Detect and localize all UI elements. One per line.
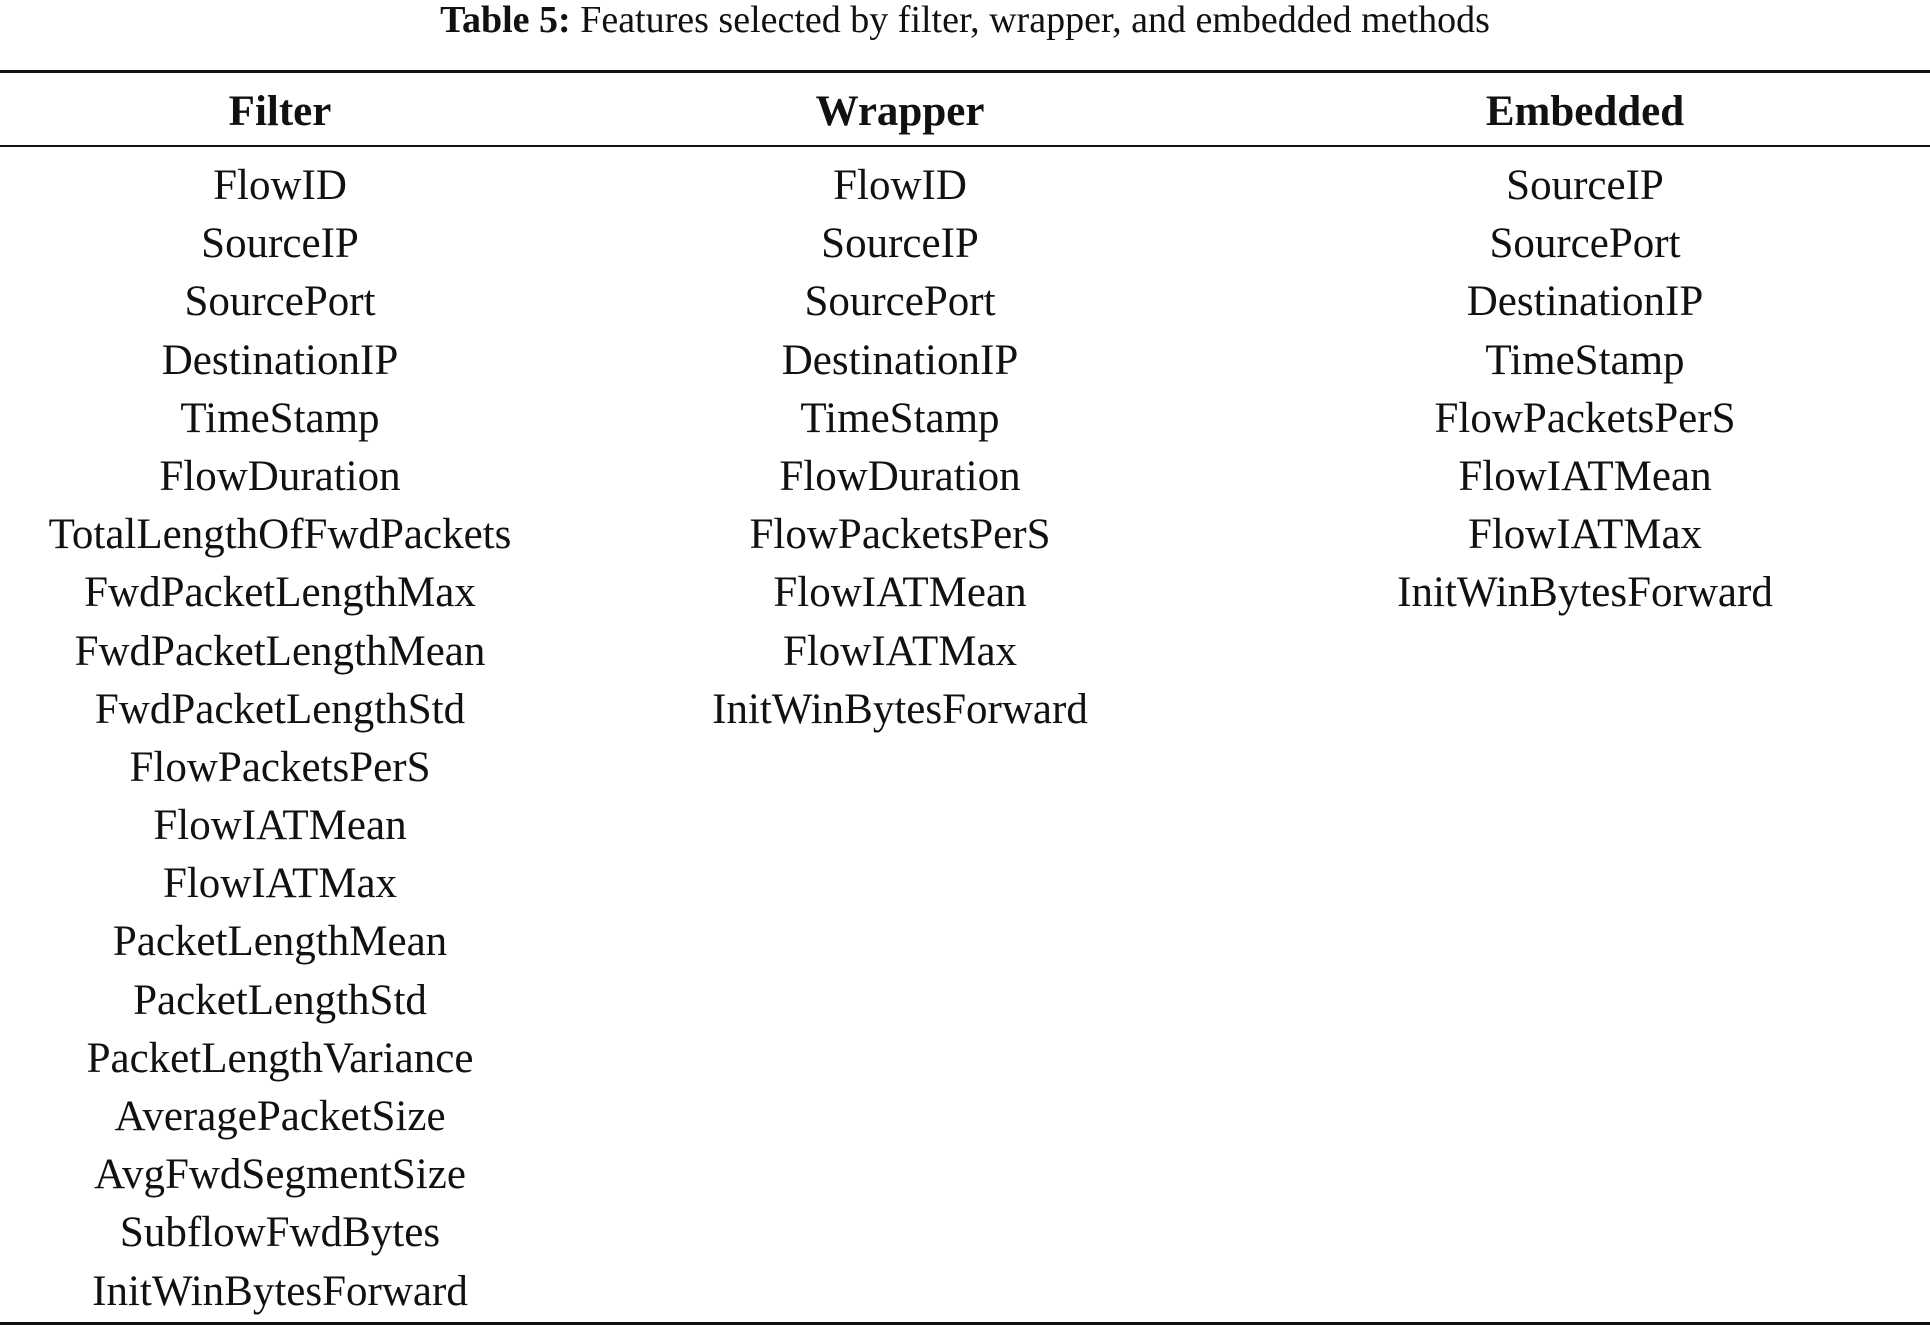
table-cell: DestinationIP xyxy=(161,336,399,384)
table-cell: DestinationIP xyxy=(1466,278,1704,326)
table-caption-text: Features selected by filter, wrapper, and embedded methods xyxy=(570,0,1490,41)
table-cell: FlowDuration xyxy=(159,452,401,500)
table-cell: AvgFwdSegmentSize xyxy=(94,1151,466,1199)
table-cell: InitWinBytesForward xyxy=(712,685,1088,733)
table-cell: SourceIP xyxy=(821,220,979,268)
table-cell: FlowIATMax xyxy=(1467,511,1703,559)
table-cell: DestinationIP xyxy=(781,336,1019,384)
table-cell: FlowID xyxy=(833,162,967,209)
table-bottom-rule xyxy=(0,1322,1930,1325)
table-cell: FwdPacketLengthStd xyxy=(94,685,466,733)
table-cell: FlowPacketsPerS xyxy=(1434,394,1736,442)
filter-column xyxy=(0,157,560,1321)
table-cell: SourceIP xyxy=(201,220,359,268)
table-cell: FlowIATMax xyxy=(782,627,1018,675)
column-header-embedded: Embedded xyxy=(1485,88,1685,135)
table-cell: FlowIATMean xyxy=(1458,452,1712,500)
table-cell: FwdPacketLengthMax xyxy=(84,569,476,617)
table-cell: TimeStamp xyxy=(1485,336,1685,384)
table-cell: TimeStamp xyxy=(180,394,380,442)
table-header-rule xyxy=(0,145,1930,147)
table-cell: FwdPacketLengthMean xyxy=(74,627,486,675)
column-header-wrapper: Wrapper xyxy=(815,88,985,135)
table-cell: SubflowFwdBytes xyxy=(119,1209,441,1257)
table-caption-label: Table 5: xyxy=(440,0,571,41)
table-cell: InitWinBytesForward xyxy=(1397,569,1773,617)
table-cell: TotalLengthOfFwdPackets xyxy=(48,511,512,559)
table-cell: PacketLengthStd xyxy=(133,976,427,1024)
table-caption xyxy=(0,0,1930,40)
table-cell: AveragePacketSize xyxy=(114,1093,446,1140)
table-cell: SourcePort xyxy=(184,278,376,326)
table-cell: FlowID xyxy=(213,162,347,209)
table-cell: PacketLengthMean xyxy=(112,918,448,966)
table-cell: FlowIATMean xyxy=(153,802,407,850)
column-header-filter: Filter xyxy=(228,88,332,135)
table-cell: PacketLengthVariance xyxy=(86,1034,474,1082)
wrapper-column xyxy=(620,157,1180,739)
table-top-rule xyxy=(0,70,1930,73)
table-cell: SourcePort xyxy=(1489,220,1681,268)
table-cell: TimeStamp xyxy=(800,394,1000,442)
table-cell: InitWinBytesForward xyxy=(92,1267,468,1315)
table-cell: FlowIATMean xyxy=(773,569,1027,617)
table-cell: SourceIP xyxy=(1506,162,1664,209)
table-cell: SourcePort xyxy=(804,278,996,326)
table-cell: FlowPacketsPerS xyxy=(129,743,431,791)
embedded-column xyxy=(1305,157,1865,623)
table-cell: FlowDuration xyxy=(779,452,1021,500)
table-cell: FlowPacketsPerS xyxy=(749,511,1051,559)
table-cell: FlowIATMax xyxy=(162,860,398,908)
